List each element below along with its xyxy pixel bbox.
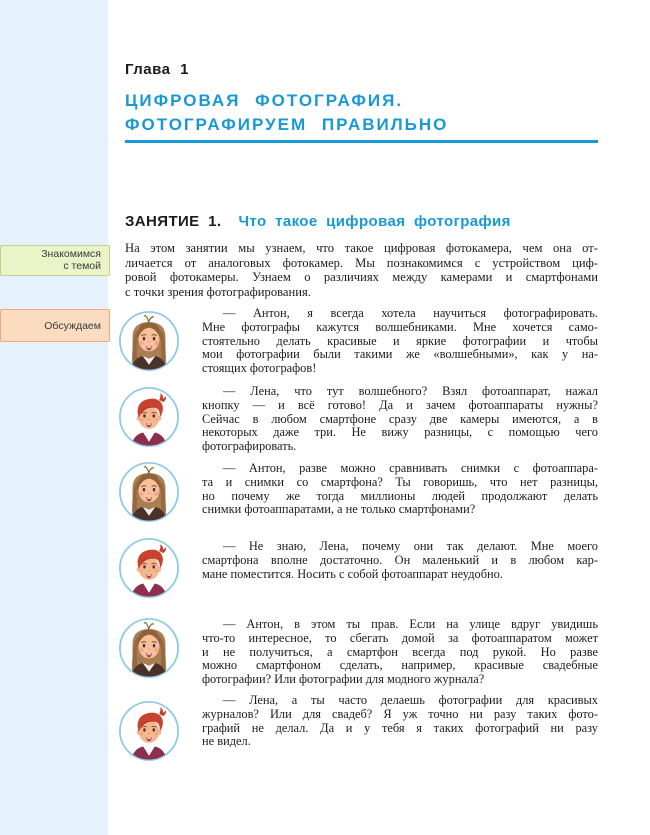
boy-avatar [118, 700, 180, 762]
text-line: журналов? Или для свадеб? Я уж точно ни разу таких фото- [202, 706, 598, 721]
dialogue-paragraph [202, 540, 598, 581]
text-line: — Антон, в этом ты прав. Если на улице вдруг увидишь [223, 617, 598, 631]
text-line: мане поместится. Носить с собой фотоаппарат неудобно. [202, 566, 503, 581]
text-line: графий не делал. Да и у тебя я таких фотографий ни разу [202, 720, 598, 735]
margin-tab-discuss [0, 309, 110, 342]
text-line: та и снимки со смартфона? Ты говоришь, что нет разницы, [202, 474, 598, 489]
intro-paragraph [125, 241, 598, 299]
text-line: можно смартфоном сделать, например, красивые свадебные [202, 658, 598, 673]
chapter-title [125, 89, 598, 136]
text-line: личается от аналоговых фотокамер. Мы познакомимся с устройством циф- [125, 255, 598, 270]
chapter-title-line1: ЦИФРОВАЯ ФОТОГРАФИЯ. [125, 91, 404, 110]
dialogue-paragraph [202, 694, 598, 749]
text-line: фотографии? Или фотографии для модного журнала? [202, 672, 485, 687]
text-line: кнопку — и всё готово! Да и зачем фотоаппараты нужны? [202, 397, 598, 412]
girl-avatar [118, 310, 180, 372]
boy-avatar [118, 386, 180, 448]
text-line: мои фотографии были такими же «волшебными», как у на- [202, 347, 598, 362]
text-line: смартфона вполне достаточно. Он маленький и в любом кар- [202, 552, 598, 567]
dialogue-paragraph [202, 462, 598, 517]
title-rule [125, 140, 598, 143]
text-line: ровой фотокамеры. Узнаем о различиях между камерами и смартфонами [125, 270, 598, 284]
girl-avatar [118, 617, 180, 679]
text-line: Сейчас в любом смартфоне сразу две камеры имеются, а в [202, 411, 598, 426]
text-line: стоящих фотографов! [202, 361, 317, 376]
text-line: фотографировать. [202, 439, 297, 454]
text-line: и не получиться, а смартфон всегда под рукой. Но разве [202, 644, 598, 659]
text-line: Мне фотографы кажутся волшебниками. Мне хочется само- [202, 319, 598, 334]
chapter-title-line2: ФОТОГРАФИРУЕМ ПРАВИЛЬНО [125, 114, 449, 134]
text-line: не видел. [202, 734, 251, 749]
girl-avatar [118, 461, 180, 523]
text-line: — Антон, я всегда хотела научиться фотографировать. [223, 306, 598, 320]
text-line: некоторых даже три. Не вижу разницы, с помощью чего [202, 425, 598, 440]
text-line: — Лена, что тут волшебного? Взял фотоаппарат, нажал [223, 384, 598, 398]
text-line: — Лена, а ты часто делаешь фотографии для красивых [223, 693, 598, 707]
dialogue-paragraph [202, 385, 598, 454]
lesson-title: Что такое цифровая фотография [238, 213, 511, 230]
lesson-heading [125, 213, 598, 230]
text-line: снимки фотоаппаратами, а не только смартфонами? [202, 502, 476, 517]
margin-tab-theme-line2: с темой [63, 259, 101, 272]
text-line: — Антон, разве можно сравнивать снимки с фотоаппара- [223, 461, 598, 475]
margin-strip [0, 0, 108, 835]
text-line: На этом занятии мы узнаем, что такое цифровая фотокамера, чем она от- [125, 241, 598, 255]
dialogue-paragraph [202, 618, 598, 687]
margin-tab-theme-line1: Знакомимся [41, 248, 101, 260]
margin-tab-discuss-label: Обсуждаем [44, 319, 101, 332]
chapter-label: Глава 1 [125, 61, 190, 78]
dialogue-paragraph [202, 307, 598, 376]
lesson-label: ЗАНЯТИЕ 1. [125, 213, 222, 230]
margin-tab-theme [0, 245, 110, 276]
boy-avatar [118, 537, 180, 599]
text-line: но почему же тогда миллионы людей продолжают делать [202, 488, 598, 503]
text-line: с точки зрения фотографирования. [125, 284, 311, 299]
text-line: что-то интересное, то сбегать домой за фотоаппаратом может [202, 630, 598, 645]
text-line: стоятельно делать красивые и яркие фотографии и чтобы [202, 333, 598, 348]
text-line: — Не знаю, Лена, почему они так делают. Мне моего [223, 539, 598, 553]
